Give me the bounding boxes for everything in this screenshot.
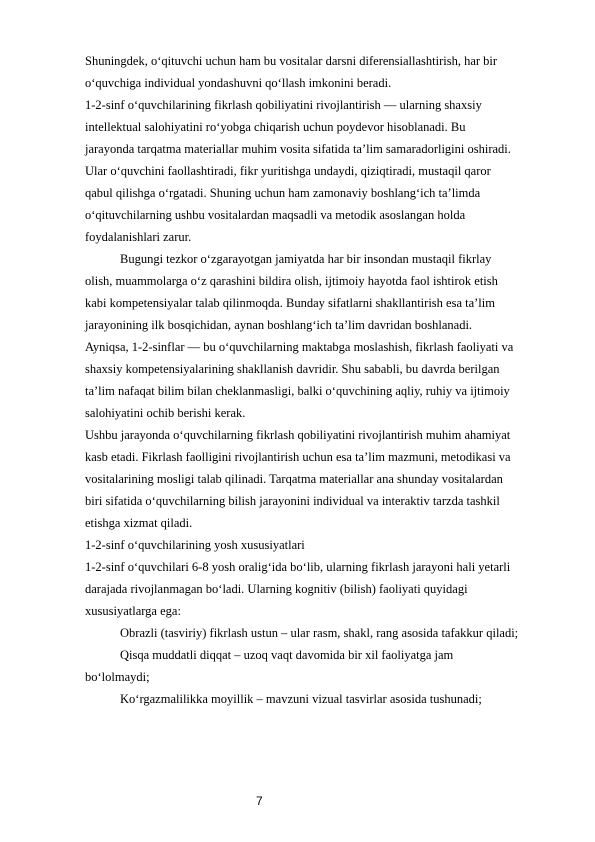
text-line: biri sifatida o‘quvchilarning bilish jarayonini individual va interaktiv tarzda tashkil [85, 494, 500, 508]
text-line: 1-2-sinf o‘quvchilari 6-8 yosh oralig‘ida bo‘lib, ularning fikrlash jarayoni hali yetarli [85, 560, 511, 574]
text-line: o‘quvchiga individual yondashuvni qo‘llash imkonini beradi. [85, 76, 392, 90]
list-item-continuation: bo‘lolmaydi; [85, 670, 150, 684]
text-line: olish, muammolarga o‘z qarashini bildira olish, ijtimoiy hayotda faol ishtirok etish [85, 274, 498, 288]
text-line: 1-2-sinf o‘quvchilarining fikrlash qobiliyatini rivojlantirish — ularning shaxsiy [85, 98, 482, 112]
text-line: darajada rivojlanmagan bo‘ladi. Ularning kognitiv (bilish) faoliyati quyidagi [85, 582, 468, 596]
list-item: Qisqa muddatli diqqat – uzoq vaqt davomida bir xil faoliyatga jam [120, 648, 454, 662]
text-line: jarayonining ilk bosqichidan, aynan boshlang‘ich ta’lim davridan boshlanadi. [85, 318, 473, 332]
text-line: kasb etadi. Fikrlash faolligini rivojlantirish uchun esa ta’lim mazmuni, metodikasi va [85, 450, 511, 464]
page-number: 7 [256, 794, 263, 808]
text-line: xususiyatlarga ega: [85, 604, 181, 618]
text-line: Ular o‘quvchini faollashtiradi, fikr yuritishga undaydi, qiziqtiradi, mustaqil qaror [85, 164, 491, 178]
text-line: etishga xizmat qiladi. [85, 516, 193, 530]
section-heading: 1-2-sinf o‘quvchilarining yosh xususiyatlari [85, 538, 305, 552]
list-item: Obrazli (tasviriy) fikrlash ustun – ular rasm, shakl, rang asosida tafakkur qiladi; [120, 626, 519, 640]
text-line: jarayonda tarqatma materiallar muhim vosita sifatida ta’lim samaradorligini oshiradi. [85, 142, 511, 156]
text-line: salohiyatini ochib berishi kerak. [85, 406, 246, 420]
text-line: kabi kompetensiyalar talab qilinmoqda. Bunday sifatlarni shakllantirish esa ta’lim [85, 296, 495, 310]
text-line: vositalarining mosligi talab qilinadi. Tarqatma materiallar ana shunday vositalardan [85, 472, 503, 486]
text-line: shaxsiy kompetensiyalarining shakllanish davridir. Shu sababli, bu davrda berilgan [85, 362, 500, 376]
text-line: Bugungi tezkor o‘zgarayotgan jamiyatda har bir insondan mustaqil fikrlay [120, 252, 492, 266]
text-line: intellektual salohiyatini ro‘yobga chiqarish uchun poydevor hisoblanadi. Bu [85, 120, 466, 134]
list-item: Ko‘rgazmalilikka moyillik – mavzuni vizual tasvirlar asosida tushunadi; [120, 692, 482, 706]
text-line: Ayniqsa, 1-2-sinflar — bu o‘quvchilarning maktabga moslashish, fikrlash faoliyati va [85, 340, 514, 354]
text-line: ta’lim nafaqat bilim bilan cheklanmasligi, balki o‘quvchining aqliy, ruhiy va ijtimoiy [85, 384, 510, 398]
text-line: o‘qituvchilarning ushbu vositalardan maqsadli va metodik asoslangan holda [85, 208, 466, 222]
text-line: Shuningdek, o‘qituvchi uchun ham bu vositalar darsni diferensiallashtirish, har bir [85, 54, 498, 68]
text-line: foydalanishlari zarur. [85, 230, 192, 244]
text-line: Ushbu jarayonda o‘quvchilarning fikrlash qobiliyatini rivojlantirish muhim ahamiyat [85, 428, 511, 442]
text-line: qabul qilishga o‘rgatadi. Shuning uchun ham zamonaviy boshlang‘ich ta’limda [85, 186, 481, 200]
